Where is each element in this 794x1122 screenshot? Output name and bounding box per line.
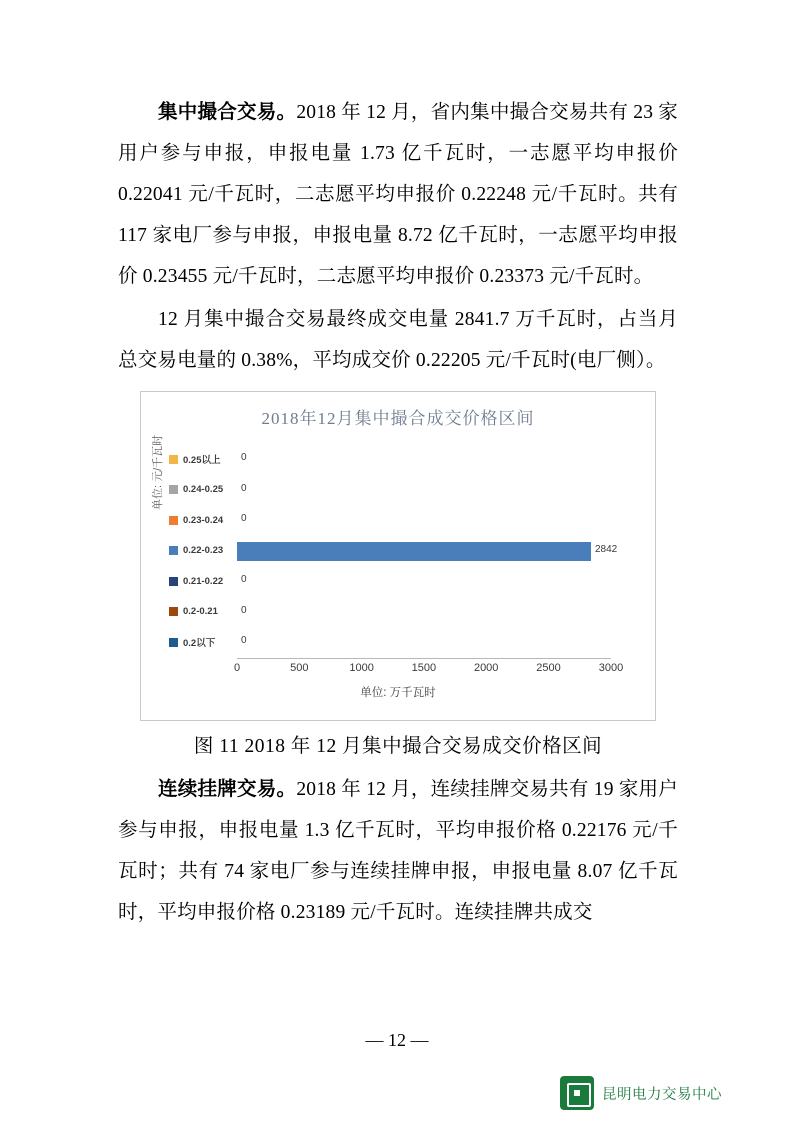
legend-swatch-icon bbox=[169, 546, 178, 555]
chart-x-axis-title: 单位: 万千瓦时 bbox=[360, 687, 436, 699]
x-tick-label: 1500 bbox=[411, 662, 437, 674]
legend-item bbox=[169, 505, 235, 536]
legend-label: 0.22-0.23 bbox=[183, 545, 224, 557]
legend-item bbox=[169, 536, 235, 567]
legend-swatch-icon bbox=[169, 516, 178, 525]
legend-swatch-icon bbox=[169, 455, 178, 464]
chart-legend bbox=[169, 444, 235, 658]
chart-figure bbox=[140, 391, 656, 721]
legend-label: 0.25以上 bbox=[183, 455, 221, 467]
bar-value-label: 0 bbox=[241, 574, 247, 585]
legend-label: 0.2-0.21 bbox=[183, 606, 218, 618]
paragraph-1 bbox=[118, 92, 678, 297]
legend-label: 0.24-0.25 bbox=[183, 484, 224, 496]
document-body bbox=[118, 92, 678, 935]
bar-value-label: 0 bbox=[241, 452, 247, 463]
bar bbox=[237, 542, 591, 561]
x-tick-label: 0 bbox=[233, 662, 241, 674]
bar-row bbox=[237, 597, 611, 628]
paragraph-1-text: 2018 年 12 月，省内集中撮合交易共有 23 家用户参与申报，申报电量 1.73 亿千瓦时，一志愿平均申报价 0.22041 元/千瓦时，二志愿平均申报价 0.22248 元/千瓦时。共有 117 家电厂参与申报，申报电量 8.72 亿千瓦时，一志愿平均申报价 0.23455 元/千瓦时，二志愿平均申报价 0.23373 元/千瓦时。 bbox=[118, 102, 678, 287]
chart-x-axis-line bbox=[237, 658, 611, 659]
footer-badge-label: 昆明电力交易中心 bbox=[602, 1086, 722, 1103]
chart-plot-area bbox=[237, 444, 618, 658]
bar-row bbox=[237, 444, 611, 475]
paragraph-3 bbox=[118, 769, 678, 933]
bar-value-label: 0 bbox=[241, 635, 247, 646]
bar-value-label: 0 bbox=[241, 482, 247, 494]
bar-row bbox=[237, 475, 611, 506]
legend-item bbox=[169, 597, 235, 628]
bar-value-label: 2842 bbox=[595, 543, 618, 555]
x-tick-label: 1000 bbox=[349, 662, 374, 674]
x-tick-label: 2500 bbox=[536, 662, 561, 674]
chart-bars bbox=[237, 444, 618, 658]
legend-label: 0.23-0.24 bbox=[183, 514, 224, 526]
wechat-qr-icon bbox=[560, 1076, 594, 1110]
x-tick-label: 500 bbox=[290, 662, 309, 674]
chart-title: 2018年12月集中撮合成交价格区间 bbox=[261, 409, 535, 428]
bar-row bbox=[237, 505, 611, 536]
chart-x-ticks bbox=[233, 662, 624, 678]
paragraph-1-lead: 集中撮合交易。 bbox=[158, 102, 297, 123]
x-tick-label: 3000 bbox=[598, 662, 624, 674]
paragraph-3-text: 2018 年 12 月，连续挂牌交易共有 19 家用户参与申报，申报电量 1.3 亿千瓦时，平均申报价格 0.22176 元/千瓦时；共有 74 家电厂参与连续挂牌申报，申报电量 8.07 亿千瓦时，平均申报价格 0.23189 元/千瓦时。连续挂牌共成交 bbox=[118, 779, 678, 923]
legend-swatch-icon bbox=[169, 607, 178, 616]
footer-badge bbox=[560, 1076, 722, 1110]
paragraph-2-text: 12 月集中撮合交易最终成交电量 2841.7 万千瓦时，占当月总交易电量的 0.38%，平均成交价 0.22205 元/千瓦时(电厂侧）。 bbox=[118, 309, 678, 371]
paragraph-2 bbox=[118, 299, 678, 381]
legend-swatch-icon bbox=[169, 485, 178, 494]
bar-row bbox=[237, 536, 618, 567]
legend-item bbox=[169, 627, 235, 658]
bar-row bbox=[237, 627, 611, 658]
legend-label: 0.2以下 bbox=[183, 638, 216, 650]
paragraph-3-lead: 连续挂牌交易。 bbox=[158, 779, 297, 800]
legend-swatch-icon bbox=[169, 577, 178, 586]
legend-item bbox=[169, 444, 235, 475]
chart-y-axis-title: 单位: 元/千瓦时 bbox=[152, 434, 164, 510]
bar-value-label: 0 bbox=[241, 604, 247, 616]
bar-value-label: 0 bbox=[241, 513, 247, 524]
page-number: — 12 — bbox=[365, 1030, 429, 1050]
legend-swatch-icon bbox=[169, 638, 178, 647]
figure-caption: 图 11 2018 年 12 月集中撮合交易成交价格区间 bbox=[193, 736, 603, 757]
bar-row bbox=[237, 566, 611, 597]
x-tick-label: 2000 bbox=[473, 662, 499, 674]
legend-item bbox=[169, 566, 235, 597]
legend-item bbox=[169, 475, 235, 506]
legend-label: 0.21-0.22 bbox=[183, 575, 224, 587]
